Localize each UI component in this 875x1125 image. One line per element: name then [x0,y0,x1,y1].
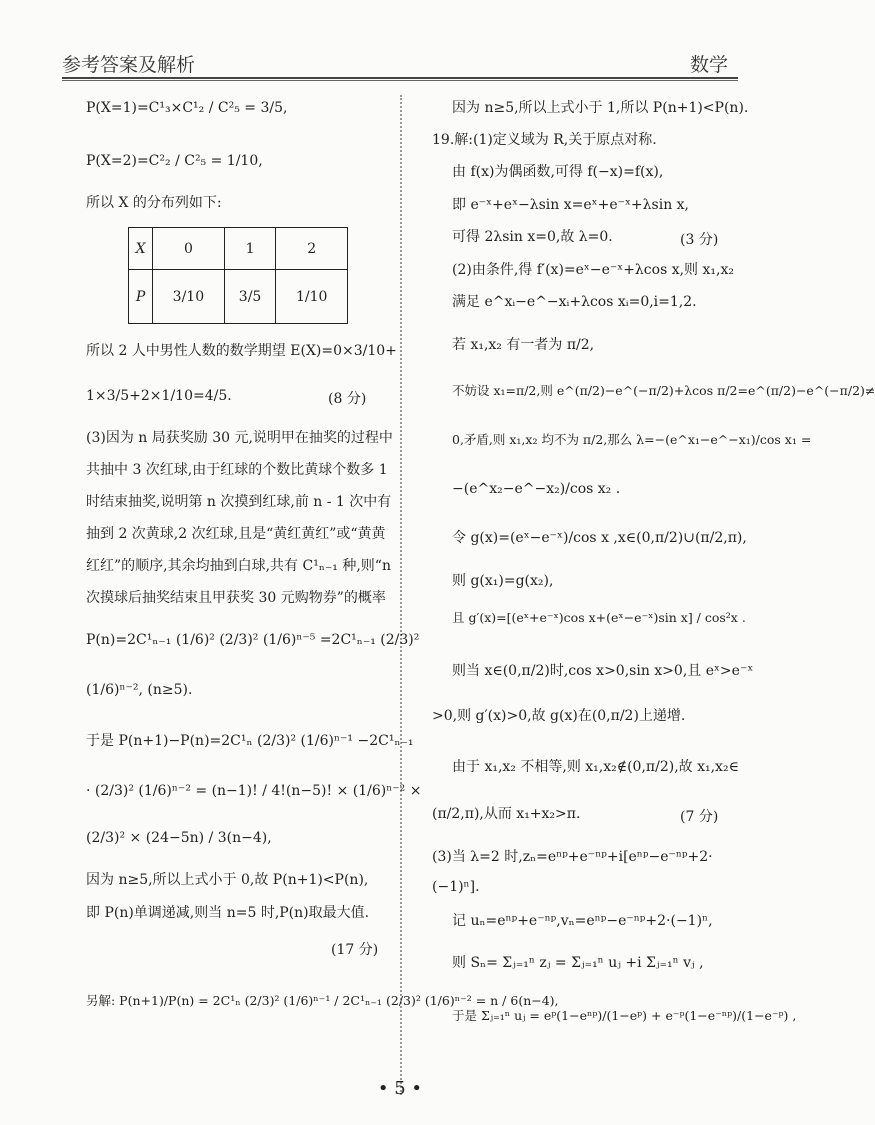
header-title: 参考答案及解析 [62,54,196,76]
table-row [129,228,348,270]
right-line-8: 若 x₁,x₂ 有一者为 π/2, [452,337,595,353]
header-subject: 数学 [689,54,728,76]
table-cell: 1/10 [276,270,348,324]
column-divider [400,95,402,1095]
left-line-8: 时结束抽奖,说明第 n 次摸到红球,前 n - 1 次中有 [86,494,392,510]
score-7: (7 分) [680,809,719,825]
header-rule-thick [62,77,738,79]
left-line-6: (3)因为 n 局获奖励 30 元,说明甲在抽奖的过程中 [86,430,393,446]
right-line-1: 因为 n≥5,所以上式小于 1,所以 P(n+1)<P(n). [452,100,749,116]
right-line-21: 记 uₙ=eⁿᵖ+e⁻ⁿᵖ,vₙ=eⁿᵖ−e⁻ⁿᵖ+2·(−1)ⁿ, [452,913,713,929]
left-line-10: 红红”的顺序,其余均抽到白球,共有 C¹ₙ₋₁ 种,则“n [86,558,391,574]
right-line-7: 满足 e^xᵢ−e^−xᵢ+λcos xᵢ=0,i=1,2. [452,294,697,310]
left-line-19: 另解: P(n+1)/P(n) = 2C¹ₙ (2/3)² (1/6)ⁿ⁻¹ / 2C¹ₙ₋₁ (2/3)² (1/6)ⁿ⁻² = n / 6(n−4), [86,993,559,1008]
right-line-4: 即 e⁻ˣ+eˣ−λsin x=eˣ+e⁻ˣ+λsin x, [452,197,690,213]
right-line-19: (3)当 λ=2 时,zₙ=eⁿᵖ+e⁻ⁿᵖ+i[eⁿᵖ−e⁻ⁿᵖ+2· [432,849,713,865]
right-line-6: (2)由条件,得 f′(x)=eˣ−e⁻ˣ+λcos x,则 x₁,x₂ [452,262,734,278]
right-line-10: 0,矛盾,则 x₁,x₂ 均不为 π/2,那么 λ=−(e^x₁−e^−x₁)/cos x₁ = [452,432,812,447]
table-cell: 0 [153,228,224,270]
left-line-13: (1/6)ⁿ⁻², (n≥5). [86,682,193,698]
left-line-1: P(X=1)=C¹₃×C¹₂ / C²₅ = 3/5, [86,100,288,116]
score-3: (3 分) [680,232,719,248]
right-line-20: (−1)ⁿ]. [432,879,480,895]
left-line-5: 1×3/5+2×1/10=4/5. [86,388,232,404]
left-line-2: P(X=2)=C²₂ / C²₅ = 1/10, [86,153,263,169]
table-cell: 2 [276,228,348,270]
right-line-15: 则当 x∈(0,π/2)时,cos x>0,sin x>0,且 eˣ>e⁻ˣ [452,663,754,679]
table-row [129,270,348,324]
left-line-12: P(n)=2C¹ₙ₋₁ (1/6)² (2/3)² (1/6)ⁿ⁻⁵ =2C¹ₙ₋₁ (2/3)² [86,632,420,648]
right-line-22: 则 Sₙ= Σⱼ₌₁ⁿ zⱼ = Σⱼ₌₁ⁿ uⱼ +i Σⱼ₌₁ⁿ vⱼ , [452,955,704,971]
left-line-3: 所以 X 的分布列如下: [86,195,222,211]
table-cell: 3/10 [153,270,224,324]
left-line-11: 次摸球后抽奖结束且甲获奖 30 元购物券”的概率 [86,590,386,606]
table-cell: 1 [224,228,276,270]
left-line-16: (2/3)² × (24−5n) / 3(n−4), [86,830,272,846]
right-line-18: (π/2,π),从而 x₁+x₂>π. [432,806,581,822]
header-rule-thin [62,80,738,81]
left-line-17: 因为 n≥5,所以上式小于 0,故 P(n+1)<P(n), [86,872,369,888]
right-line-17: 由于 x₁,x₂ 不相等,则 x₁,x₂∉(0,π/2),故 x₁,x₂∈ [452,759,739,775]
page-number: • 5 • [377,1078,423,1099]
left-line-4: 所以 2 人中男性人数的数学期望 E(X)=0×3/10+ [86,343,397,359]
right-line-5: 可得 2λsin x=0,故 λ=0. [452,229,613,245]
right-line-14: 且 g′(x)=[(eˣ+e⁻ˣ)cos x+(eˣ−e⁻ˣ)sin x] / cos²x . [452,610,746,625]
table-cell: 3/5 [224,270,276,324]
left-line-7: 共抽中 3 次红球,由于红球的个数比黄球个数多 1 [86,462,388,478]
right-line-2: 19.解:(1)定义域为 R,关于原点对称. [432,132,657,148]
score-8: (8 分) [328,391,367,407]
left-line-15: · (2/3)² (1/6)ⁿ⁻² = (n−1)! / 4!(n−5)! × (1/6)ⁿ⁻² × [86,783,422,799]
right-line-11: −(e^x₂−e^−x₂)/cos x₂ . [452,481,621,497]
table-cell: X [129,228,153,270]
right-line-23: 于是 Σⱼ₌₁ⁿ uⱼ = eᵖ(1−eⁿᵖ)/(1−eᵖ) + e⁻ᵖ(1−e⁻ⁿᵖ)/(1−e⁻ᵖ) , [452,1008,797,1023]
left-line-14: 于是 P(n+1)−P(n)=2C¹ₙ (2/3)² (1/6)ⁿ⁻¹ −2C¹ₙ₋₁ [86,733,414,749]
table-cell: P [129,270,153,324]
distribution-table [128,227,348,324]
left-line-9: 抽到 2 次黄球,2 次红球,且是“黄红黄红”或“黄黄 [86,526,386,542]
right-line-13: 则 g(x₁)=g(x₂), [452,573,554,589]
right-line-16: >0,则 g′(x)>0,故 g(x)在(0,π/2)上递增. [432,708,686,724]
right-line-9: 不妨设 x₁=π/2,则 e^(π/2)−e^(−π/2)+λcos π/2=e^(π/2)−e^(−π/2)≠ [452,383,875,398]
right-line-12: 令 g(x)=(eˣ−e⁻ˣ)/cos x ,x∈(0,π/2)∪(π/2,π), [452,530,747,546]
score-17: (17 分) [331,942,379,958]
right-line-3: 由 f(x)为偶函数,可得 f(−x)=f(x), [452,164,664,180]
left-line-18: 即 P(n)单调递减,则当 n=5 时,P(n)取最大值. [86,905,370,921]
